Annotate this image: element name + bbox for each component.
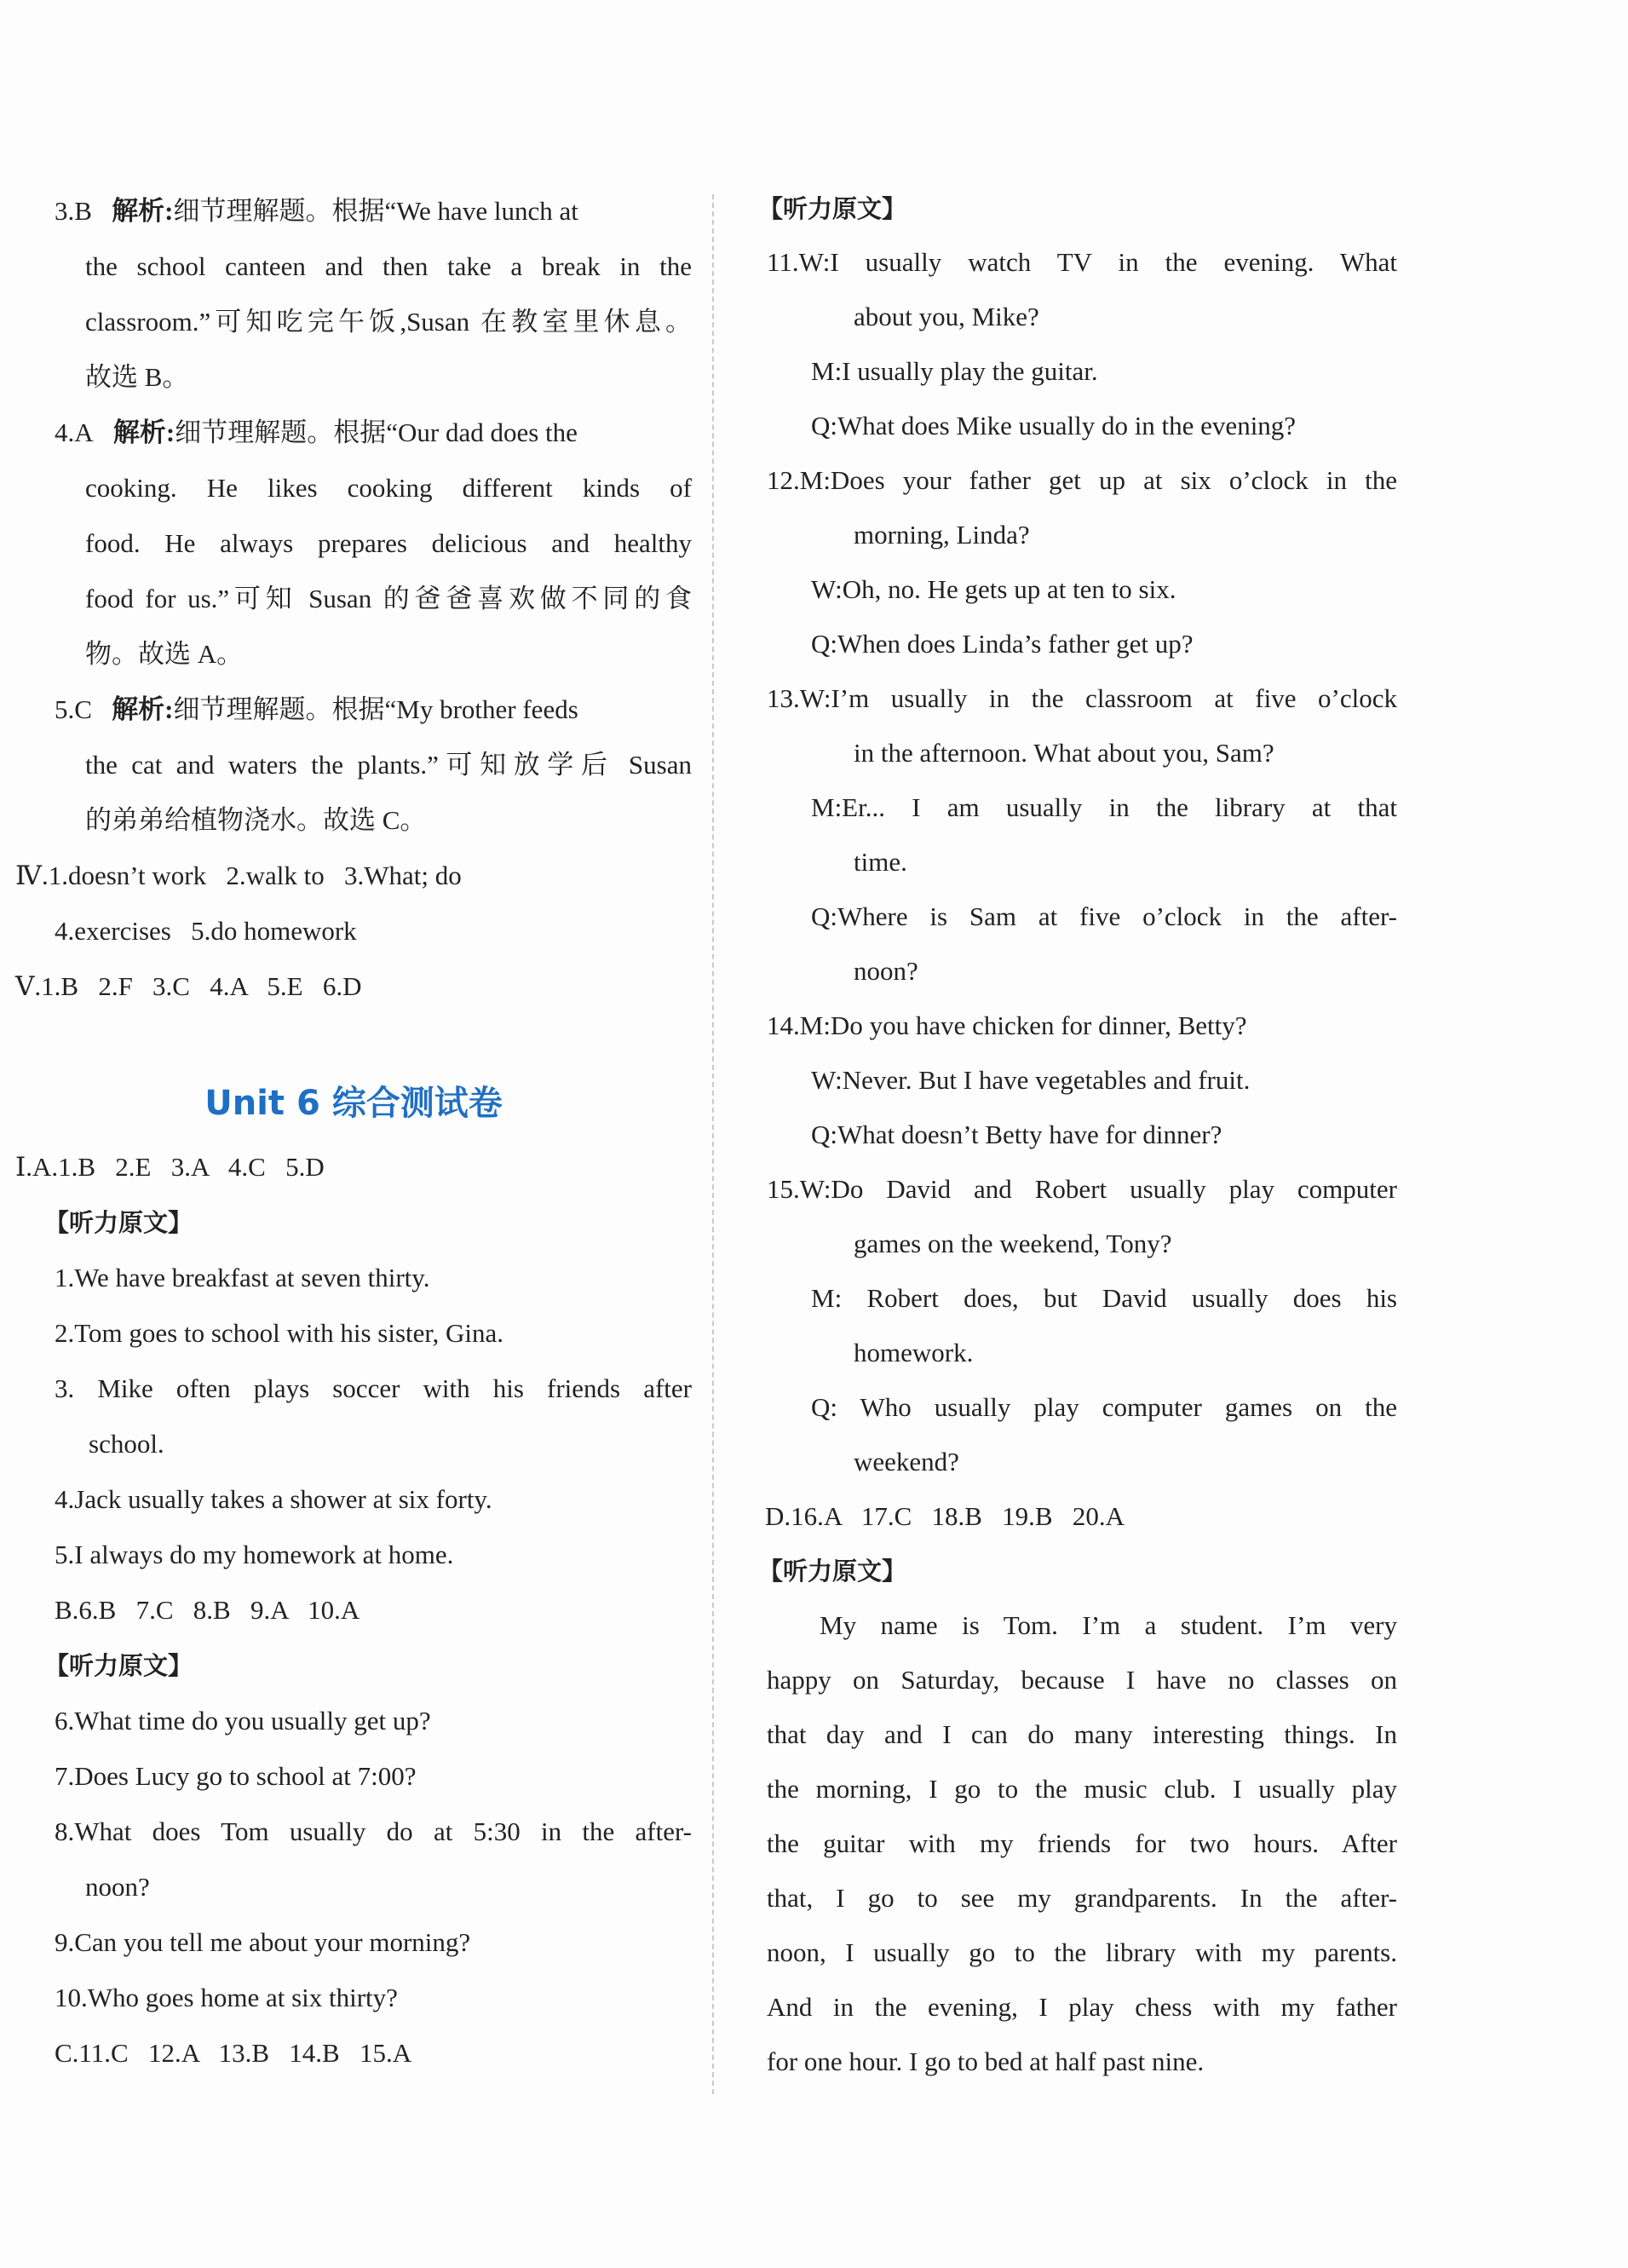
section-v-answers: Ⅴ.1.B 2.F 3.C 4.A 5.E 6.D (15, 971, 362, 1001)
script-a-line: school. (89, 1429, 164, 1459)
script-c-line: Q:When does Linda’s father get up? (811, 629, 1194, 659)
script-b-line: 7.Does Lucy go to school at 7:00? (55, 1761, 417, 1791)
script-c-line: M:I usually play the guitar. (811, 356, 1098, 386)
script-b-line: 9.Can you tell me about your morning? (55, 1927, 471, 1957)
listening-script-heading-d: 【听力原文】 (758, 1557, 907, 1586)
passage-line: that day and I can do many interesting things. In (767, 1719, 1397, 1749)
script-c-line: noon? (854, 956, 918, 986)
passage-line: happy on Saturday, because I have no classes on (767, 1665, 1397, 1695)
section-iv-answers-1: Ⅳ.1.doesn’t work 2.walk to 3.What; do (15, 861, 462, 890)
script-c-line: M:Er... I am usually in the library at that (811, 792, 1397, 822)
answer-4-line-2: cooking. He likes cooking different kinds of (85, 473, 692, 503)
script-b-line: 10.Who goes home at six thirty? (55, 1983, 398, 2012)
section-i-a-answers: Ⅰ.A.1.B 2.E 3.A 4.C 5.D (15, 1152, 325, 1182)
passage-line: the morning, I go to the music club. I usually play (767, 1774, 1397, 1804)
script-a-line: 5.I always do my homework at home. (55, 1540, 454, 1569)
listening-script-heading-c: 【听力原文】 (758, 194, 907, 223)
script-c-line: about you, Mike? (854, 302, 1039, 331)
section-i-b-answers: B.6.B 7.C 8.B 9.A 10.A (55, 1595, 360, 1625)
listening-script-heading-b: 【听力原文】 (44, 1651, 193, 1680)
answer-4-line-3: food. He always prepares delicious and healthy (85, 528, 692, 558)
script-b-line: 8.What does Tom usually do at 5:30 in the after- (55, 1816, 692, 1846)
script-c-line: W:Oh, no. He gets up at ten to six. (811, 574, 1176, 604)
script-c-line: homework. (854, 1338, 974, 1367)
passage-line: My name is Tom. I’m a student. I’m very (820, 1610, 1397, 1640)
script-c-line: Q:Where is Sam at five o’clock in the after- (811, 901, 1397, 931)
column-divider (712, 194, 714, 2094)
script-c-line: 14.M:Do you have chicken for dinner, Betty? (767, 1010, 1247, 1040)
script-b-line: noon? (85, 1872, 150, 1902)
answer-number: 5.C (55, 694, 92, 724)
script-c-line: weekend? (854, 1447, 959, 1477)
answer-3-line-2: the school canteen and then take a break in the (85, 251, 692, 281)
analysis-label: 解析: (112, 417, 175, 447)
section-i-c-answers: C.11.C 12.A 13.B 14.B 15.A (55, 2038, 412, 2068)
answer-number: 3.B (55, 196, 92, 226)
answer-3-line-4: 故选 B。 (85, 362, 189, 392)
answer-text: 细节理解题。根据“My brother feeds (173, 694, 578, 724)
answer-text: 细节理解题。根据“We have lunch at (173, 196, 578, 226)
section-i-d-answers: D.16.A 17.C 18.B 19.B 20.A (765, 1501, 1125, 1531)
script-c-line: W:Never. But I have vegetables and fruit. (811, 1065, 1251, 1095)
answer-4-line-1 (55, 416, 692, 450)
unit-title: Unit 6 综合测试卷 (204, 1084, 503, 1123)
passage-line: the guitar with my friends for two hours. After (767, 1828, 1397, 1858)
script-c-line: 15.W:Do David and Robert usually play computer (767, 1174, 1397, 1204)
script-c-line: time. (854, 847, 907, 877)
passage-line: And in the evening, I play chess with my father (767, 1992, 1397, 2022)
answer-text: 细节理解题。根据“Our dad does the (175, 417, 578, 447)
script-c-line: morning, Linda? (854, 520, 1030, 550)
script-a-line: 3. Mike often plays soccer with his friends after (55, 1373, 692, 1403)
answer-4-line-5: 物。故选 A。 (85, 639, 244, 669)
script-a-line: 1.We have breakfast at seven thirty. (55, 1263, 430, 1292)
script-c-line: Q: Who usually play computer games on the (811, 1392, 1397, 1422)
script-c-line: in the afternoon. What about you, Sam? (854, 738, 1274, 768)
passage-line: that, I go to see my grandparents. In the after- (767, 1883, 1397, 1913)
script-b-line: 6.What time do you usually get up? (55, 1706, 431, 1736)
answer-5-line-1 (55, 693, 692, 727)
script-c-line: Q:What doesn’t Betty have for dinner? (811, 1120, 1222, 1149)
answer-number: 4.A (55, 417, 94, 447)
answer-4-line-4: food for us.”可知 Susan 的爸爸喜欢做不同的食 (85, 584, 692, 613)
script-c-line: M: Robert does, but David usually does his (811, 1283, 1397, 1313)
analysis-label: 解析: (112, 196, 174, 226)
script-c-line: 11.W:I usually watch TV in the evening. What (767, 247, 1397, 277)
passage-line: noon, I usually go to the library with my parents. (767, 1937, 1397, 1967)
listening-script-heading-a: 【听力原文】 (44, 1208, 193, 1237)
script-c-line: games on the weekend, Tony? (854, 1229, 1172, 1258)
answer-5-line-2: the cat and waters the plants.”可知放学后 Susan (85, 750, 692, 780)
script-c-line: 13.W:I’m usually in the classroom at five o’clock (767, 683, 1397, 713)
answer-3-line-1 (55, 194, 692, 228)
script-a-line: 2.Tom goes to school with his sister, Gina. (55, 1318, 503, 1348)
script-a-line: 4.Jack usually takes a shower at six forty. (55, 1484, 492, 1514)
analysis-label: 解析: (112, 694, 174, 724)
script-c-line: 12.M:Does your father get up at six o’clock in the (767, 465, 1397, 495)
answer-5-line-3: 的弟弟给植物浇水。故选 C。 (85, 805, 427, 835)
script-c-line: Q:What does Mike usually do in the evening? (811, 411, 1297, 440)
section-iv-answers-2: 4.exercises 5.do homework (55, 916, 357, 946)
answer-3-line-3: classroom.”可知吃完午饭,Susan 在教室里休息。 (85, 307, 692, 337)
passage-line: for one hour. I go to bed at half past nine. (767, 2046, 1205, 2076)
